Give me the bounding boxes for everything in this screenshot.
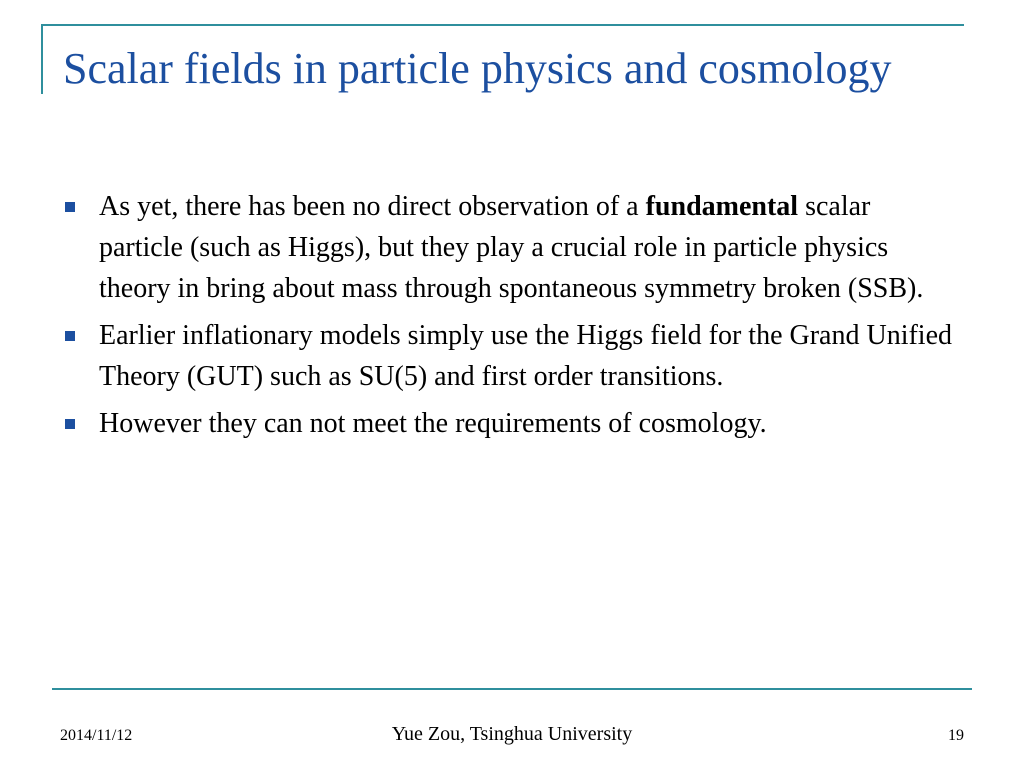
frame-top-line [41, 24, 964, 26]
page-number: 19 [948, 727, 964, 744]
square-bullet-icon [65, 331, 75, 341]
bullet-text: As yet, there has been no direct observation of a [99, 191, 646, 222]
square-bullet-icon [65, 202, 75, 212]
square-bullet-icon [65, 419, 75, 429]
bullet-text: scalar particle (such as Higgs), but they play a crucial role in particle physics theory in bring about mass through spontaneous symmetry broken (SSB). [99, 191, 924, 304]
footer-author: Yue Zou, Tsinghua University [391, 723, 633, 745]
frame-left-line [41, 24, 43, 94]
bullet-item [0, 403, 959, 444]
bullet-item [0, 186, 959, 309]
footer-date: 2014/11/12 [60, 727, 133, 744]
footer-divider [52, 688, 972, 690]
bullet-bold-text: fundamental [645, 191, 799, 222]
bullet-text: Earlier inflationary models simply use the Higgs field for the Grand Unified Theory (GUT) such as SU(5) and first order transitions. [99, 320, 953, 392]
bullet-item [0, 315, 959, 397]
bullet-list [0, 186, 1024, 450]
bullet-text: However they can not meet the requirements of cosmology. [99, 408, 767, 439]
slide-title: Scalar fields in particle physics and cosmology [63, 44, 892, 93]
